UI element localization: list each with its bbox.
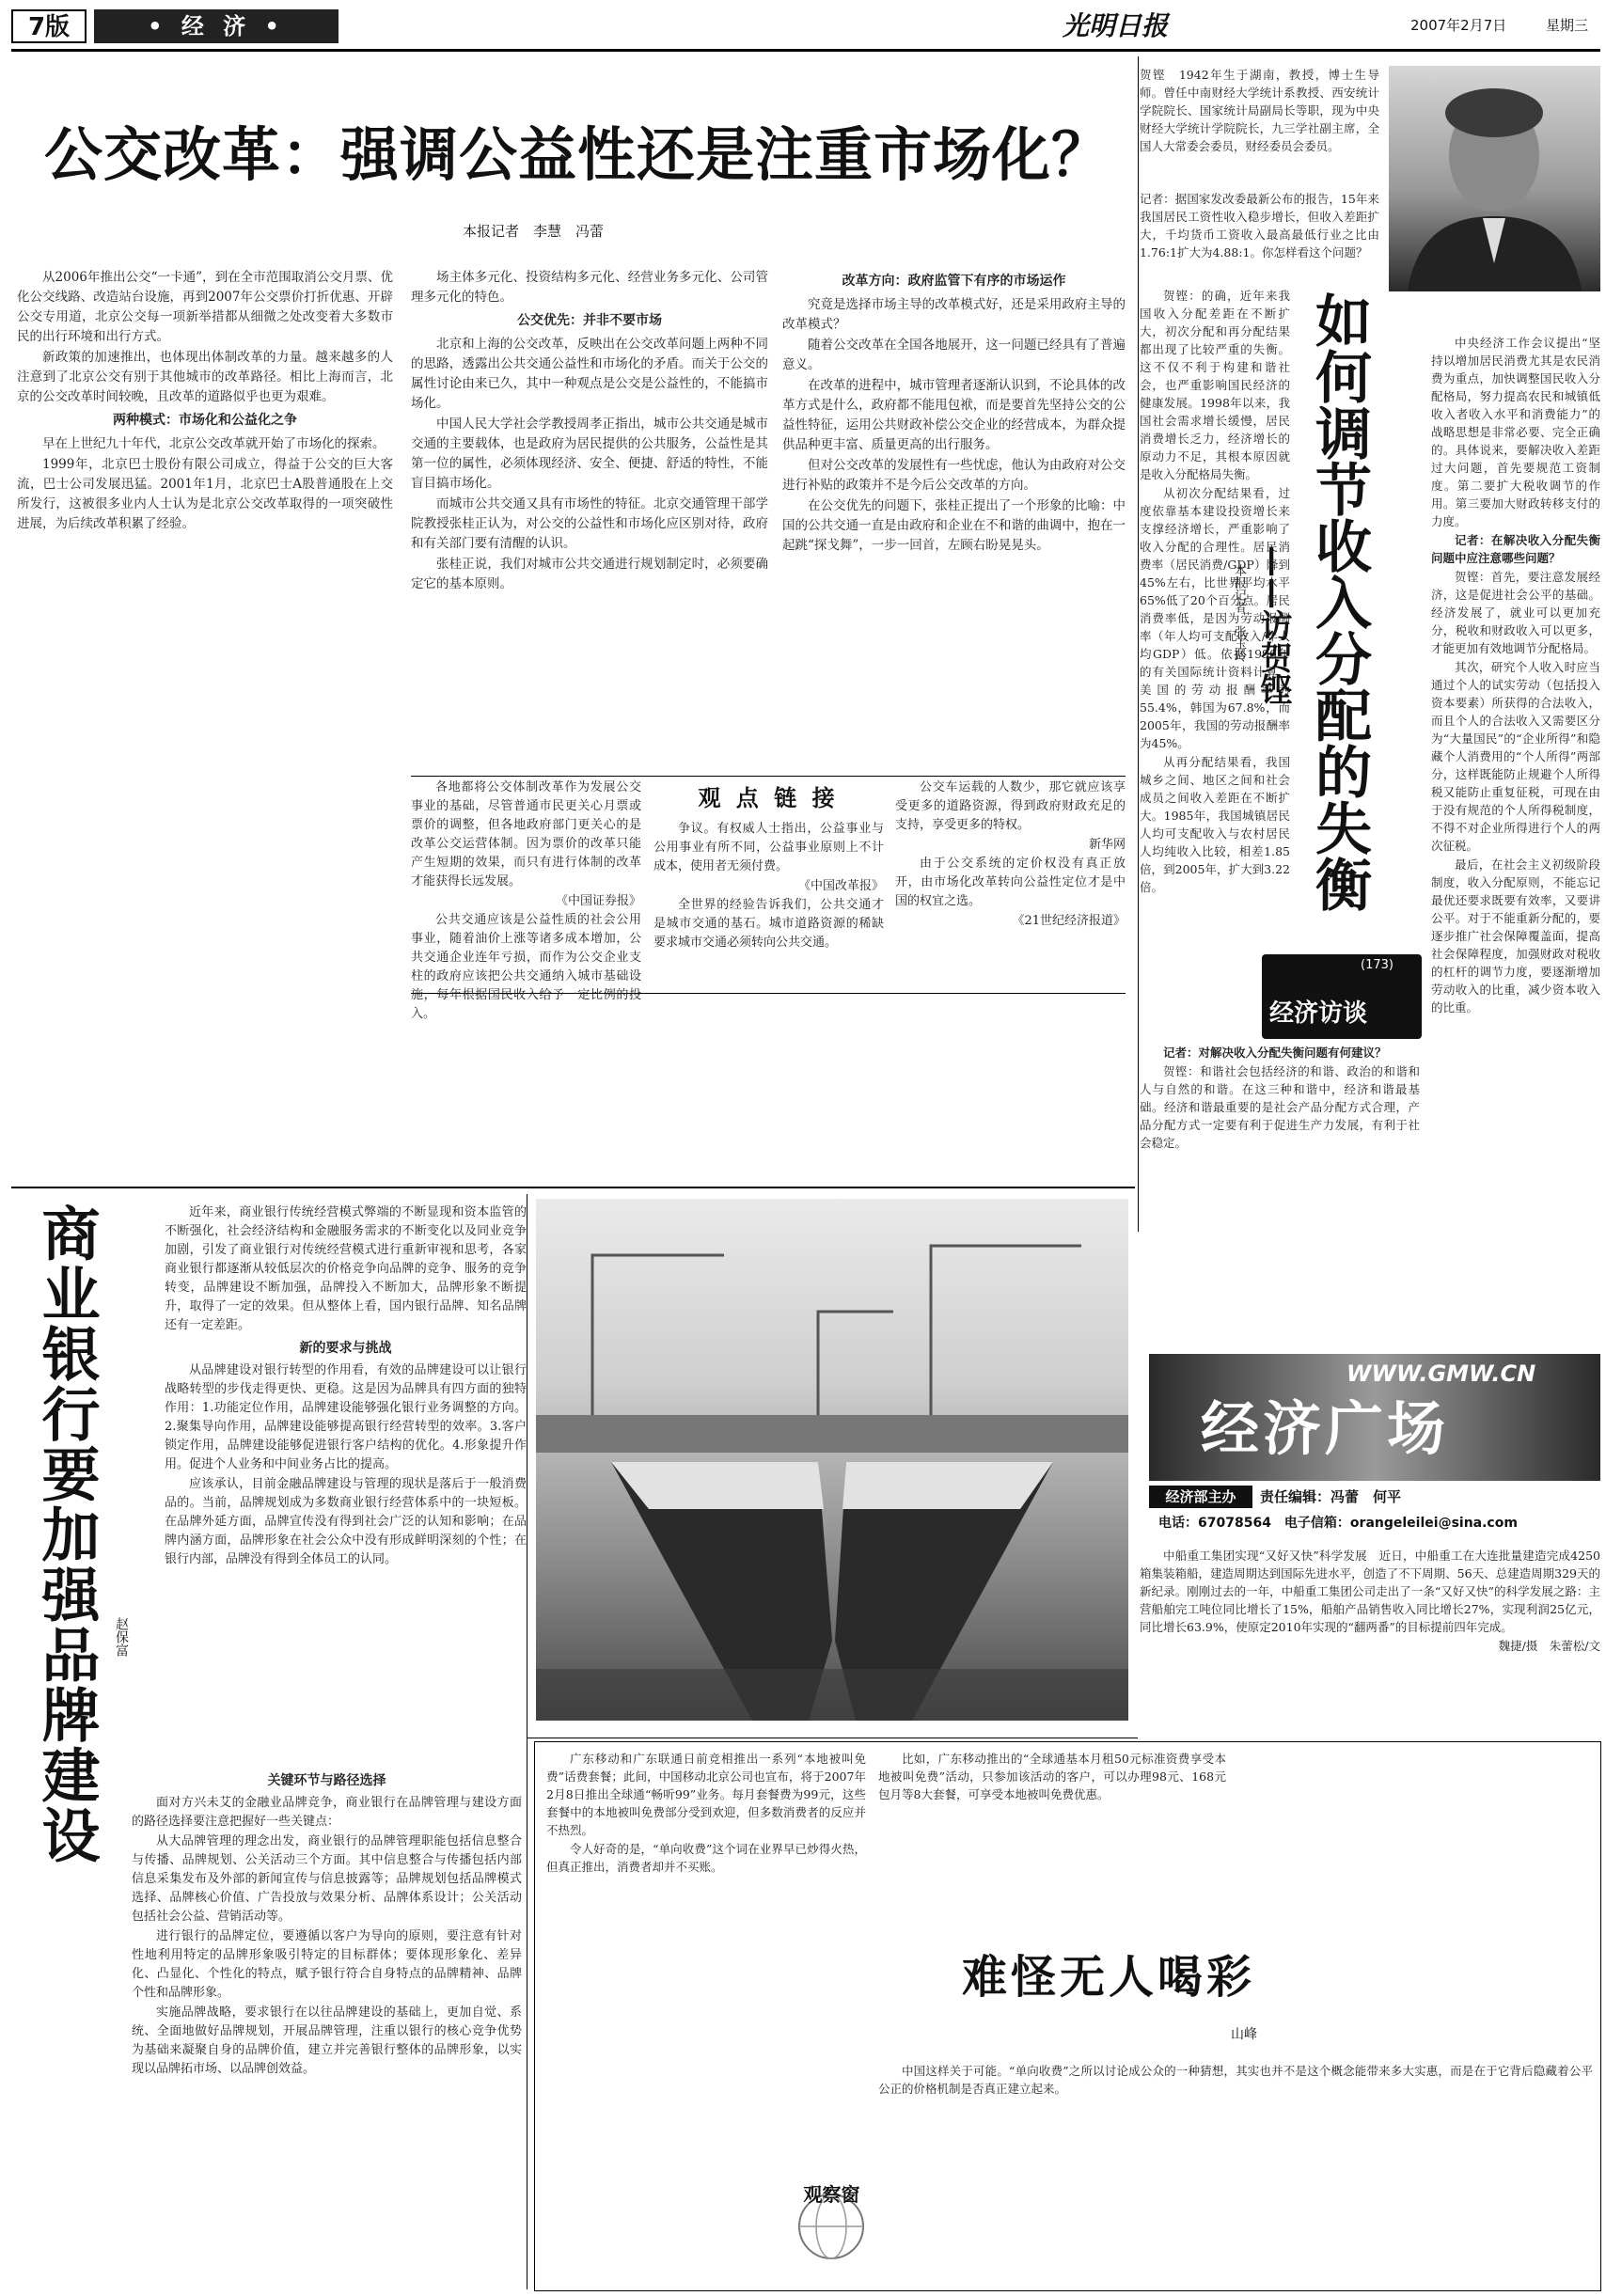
plaza-site: WWW.GMW.CN bbox=[1346, 1360, 1536, 1387]
paragraph: 由于公交系统的定价权没有真正放开，由市场化改革转向公益性定位才是中国的权宜之选。 bbox=[895, 857, 1126, 908]
interview-text-mid bbox=[1140, 1044, 1420, 1345]
question: 记者：在解决收入分配失衡问题中应注意哪些问题？ bbox=[1431, 533, 1600, 565]
interview-question: 记者：据国家发改委最新公布的报告，15年来我国居民工资性收入稳步增长，但收入差距扩大，千均货币工资收入最高最低行业之比由1.76:1扩大为4.88:1。你怎样看这个问题？ bbox=[1140, 192, 1379, 259]
interview-byline: 本报记者 张玉玲 bbox=[1232, 564, 1246, 662]
paragraph: 而城市公共交通又具有市场性的特征。北京交通管理干部学院教授张桂正认为，对公交的公益性和市场化应区别对待，政府和有关部门要有清醒的认识。 bbox=[411, 496, 768, 551]
paragraph: 在改革的进程中，城市管理者逐渐认识到，不论具体的改革方式是什么，政府都不能甩包袱，而是要首先坚持公交的公益性特征，运用公共财政补偿公交企业的经营成本，为群众提供品种更丰富、质量更高的出行服务。 bbox=[782, 378, 1126, 452]
paragraph: 但对公交改革的发展性有一些忧虑，他认为由政府对公交进行补贴的政策并不是今后公交改革的方向。 bbox=[782, 458, 1126, 493]
column-rule bbox=[1138, 56, 1139, 1232]
plaza-title: 经济广场 bbox=[1201, 1394, 1450, 1463]
interviewee-bio: 贺铿 1942年生于湖南，教授，博士生导师。曾任中南财经大学统计系教授、西安统计学院院长、国家统计局副局长等职，现为中央财经大学统计学院院长，九三学社副主席，全国人大常委会委员，财经委员会委员。 bbox=[1140, 68, 1379, 153]
paragraph: 场主体多元化、投资结构多元化、经营业务多元化、公司管理多元化的特色。 bbox=[411, 270, 768, 305]
viewpoints-column-3 bbox=[895, 778, 1126, 993]
bank-article-author: 赵保富 bbox=[114, 1617, 129, 1657]
paragraph: 中央经济工作会议提出“坚持以增加居民消费尤其是农民消费为重点，加快调整国民收入分配格局，努力提高农民和城镇低收入者收入水平和消费能力”的战略思想是非常必要、完全正确的。具体说来，要解决收入差距过大问题，首先要规范工资制度。第二要扩大税收调节的作用。第三要加大财政转移支付的力度。 bbox=[1431, 336, 1600, 528]
paragraph: 张桂正说，我们对城市公共交通进行规划制定时，必须要确定它的基本原则。 bbox=[411, 557, 768, 591]
shipyard-photo bbox=[536, 1199, 1128, 1721]
interview-text-left bbox=[1140, 287, 1290, 936]
plaza-contact: 电话：67078564 电子信箱：orangeleilei@sina.com bbox=[1158, 1516, 1518, 1531]
paragraph: 贺铿：的确，近年来我国收入分配差距在不断扩大，初次分配和再分配结果都出现了比较严重的失衡。这不仅不利于构建和谐社会，也严重影响国民经济的健康发展。1998年以来，我国社会需求增长缓慢，居民消费增长乏力，经济增长的原动力不足，其根本原因就是收入分配格局失衡。 bbox=[1140, 289, 1290, 481]
section-rule bbox=[11, 1187, 1135, 1188]
paragraph: 面对方兴未艾的金融业品牌竞争，商业银行在品牌管理与建设方面的路径选择要注意把握好一些关键点： bbox=[132, 1796, 522, 1829]
source-note: 新华网 bbox=[1088, 838, 1126, 852]
article-bus-reform bbox=[11, 56, 1130, 1021]
question: 记者：对解决收入分配失衡问题有何建议？ bbox=[1163, 1046, 1387, 1060]
source-note: 《21世纪经济报道》 bbox=[1012, 914, 1126, 928]
series-badge bbox=[1262, 954, 1422, 1039]
paragraph: 早在上世纪九十年代，北京公交改革就开始了市场化的探索。 bbox=[42, 436, 386, 451]
paper-name: 光明日报 bbox=[1063, 10, 1169, 41]
subheading: 两种模式：市场化和公益化之争 bbox=[113, 413, 297, 428]
paragraph: 各地都将公交体制改革作为发展公交事业的基础，尽管普通市民更关心月票或票价的调整，但各地政府部门更关心的是改革公交运营体制。因为票价的改革只能产生短期的效果，而只有进行体制的改革才能获得长远发展。 bbox=[411, 780, 641, 889]
paragraph: 中船重工集团实现“又好又快”科学发展 近日，中船重工在大连批量建造完成4250箱集装箱船，建造周期达到国际先进水平，创造了不下周期、56天、总建造周期329天的新纪录。刚刚过去的一年，中船重工集团公司走出了一条“又好又快”的科学发展之路：主营船舶完工吨位同比增长了15%，船舶产品销售收入同比增长27%，实现利润25亿元，同比增长63.9%，使原定2010年实现的“翻两番”的目标提前四年完成。 bbox=[1140, 1549, 1600, 1634]
observation-label-text: 观察窗 bbox=[803, 2183, 860, 2206]
bank-article-text-top bbox=[165, 1203, 527, 1753]
subheading: 公交优先：并非不要市场 bbox=[517, 313, 662, 328]
paragraph: 近年来，商业银行传统经营模式弊端的不断显现和资本监管的不断强化，社会经济结构和金融服务需求的不断变化以及同业竞争加剧，引发了商业银行对传统经营模式进行重新审视和思考，各家商业银行都逐渐从较低层次的价格竞争向品牌的竞争、服务的竞争转变，品牌建设不断加强，品牌投入不断加大，品牌形象不断提升，取得了一定的效果。但从整体上看，国内银行品牌、知名品牌还有一定差距。 bbox=[165, 1205, 527, 1332]
paragraph: 1999年，北京巴士股份有限公司成立，得益于公交的巨大客流，巴士公司发展迅猛。2001年1月，北京巴士A股普通股在上交所发行，这被很多业内人士认为是北京公交改革取得的一项突破性进展，为后续改革积累了经验。 bbox=[17, 457, 393, 531]
viewpoints-column-2 bbox=[653, 820, 884, 993]
paragraph: 在公交优先的问题下，张桂正提出了一个形象的比喻：中国的公共交通一直是由政府和企业在不和谐的曲调中，抱在一起跳“探戈舞”，一步一回首，左顾右盼晃晃头。 bbox=[782, 498, 1126, 553]
paragraph: 新政策的加速推出，也体现出体制改革的力量。越来越多的人注意到了北京公交有别于其他城市的改革路径。相比上海而言，北京的公交改革时间较晚，且改革的道路似乎也更为艰难。 bbox=[17, 350, 393, 404]
paragraph: 其次，研究个人收入时应当通过个人的试实劳动（包括投入资本要素）所获得的合法收入，而且个人的合法收入又需要区分为“大量国民”的“企业所得”和隐藏个人消费用的“个人所得”两部分，这样既能防止规避个人所得税又能防止重复征税，可现在由于没有规范的个人所得税制度，不得不对企业所得进行个人的两次征税。 bbox=[1431, 660, 1600, 853]
paragraph: 最后，在社会主义初级阶段制度，收入分配原则，不能忘记最优还要求既要有效率，又要讲公平。对于不能重新分配的，要逐步推广社会保障覆盖面，提高社会保障程度，加强财政对税收的杠杆的调节力度，要逐渐增加劳动收入的比重，减少资本收入的比重。 bbox=[1431, 857, 1600, 1014]
series-name: 经济访谈 bbox=[1269, 999, 1368, 1028]
article-byline: 本报记者 李慧 冯蕾 bbox=[463, 223, 605, 240]
ship-icon bbox=[536, 1199, 1128, 1721]
interview-answer-block bbox=[1139, 56, 1140, 57]
paragraph: 公交车运载的人数少，那它就应该享受更多的道路资源，得到政府财政充足的支持，享受更多的特权。 bbox=[895, 780, 1126, 832]
paragraph: 全世界的经验告诉我们，公共交通才是城市交通的基石。城市道路资源的稀缺要求城市交通必须转向公共交通。 bbox=[653, 898, 884, 950]
paragraph: 究竟是选择市场主导的改革模式好，还是采用政府主导的改革模式？ bbox=[782, 297, 1126, 332]
editorial-column-3 bbox=[878, 2062, 1593, 2288]
paragraph: 实施品牌战略，要求银行在以往品牌建设的基础上，更加自觉、系统、全面地做好品牌规划，开展品牌管理，注重以银行的核心竞争优势为基础来凝聚自身的品牌价值，建立并完善银行整体的品牌形象，以实现以品牌拓市场、以品牌创效益。 bbox=[132, 2005, 522, 2076]
plaza-header bbox=[1149, 1354, 1600, 1481]
paragraph: 从品牌建设对银行转型的作用看，有效的品牌建设可以让银行战略转型的步伐走得更快、更稳。这是因为品牌具有四方面的独特作用：1.功能定位作用，品牌建设能够强化银行业务调整的方向。2.聚集导向作用，品牌建设能够提高银行经营转型的效率。3.客户锁定作用，品牌建设能够促进银行客户结构的优化。4.形象提升作用。促进个人业务和中间业务占比的提高。 bbox=[165, 1363, 527, 1471]
source-note: 《中国改革报》 bbox=[797, 879, 884, 893]
plaza-editors: 责任编辑：冯蕾 何平 bbox=[1260, 1488, 1402, 1505]
paragraph: 争议。有权威人士指出，公益事业与公用事业有所不同，公益事业原则上不计成本，使用者无须付费。 bbox=[653, 822, 884, 873]
paragraph: 公共交通应该是公益性质的社会公用事业，随着油价上涨等诸多成本增加，公共交通企业连年亏损，而作为公交企业支柱的政府应该把公共交通纳入城市基础设施，每年根据国民收入给予一定比例的投入。 bbox=[411, 913, 641, 1021]
paragraph: 比如，广东移动推出的“全球通基本月租50元标准资费享受本地被叫免费”活动，只参加该活动的客户，可以办理98元、168元包月等8大套餐，可享受本地被叫免费优惠。 bbox=[878, 1752, 1226, 1801]
paragraph: 中国这样关于可能。“单向收费”之所以讨论成公众的一种猜想，其实也并不是这个概念能带来多大实惠，而是在于它背后隐藏着公平公正的价格机制是否真正建立起来。 bbox=[878, 2064, 1593, 2096]
paragraph: 随着公交改革在全国各地展开，这一问题已经具有了普遍意义。 bbox=[782, 338, 1126, 372]
article-column-1 bbox=[17, 268, 393, 992]
bank-article-text-bottom bbox=[132, 1768, 522, 2289]
interview-subtitle: ——访贺铿 bbox=[1254, 545, 1292, 705]
plaza-hosts: 经济部主办 bbox=[1149, 1486, 1252, 1508]
masthead-rule bbox=[11, 49, 1600, 52]
person-icon bbox=[1389, 66, 1600, 291]
interview-title: 如何调节收入分配的失衡 bbox=[1306, 291, 1372, 912]
issue-date: 2007年2月7日 bbox=[1410, 17, 1507, 34]
viewpoints-title: 观 点 链 接 bbox=[698, 785, 839, 811]
observation-label bbox=[787, 2175, 876, 2264]
paragraph: 令人好奇的是，“单向收费”这个词在业界早已炒得火热，但真正推出，消费者却并不买账。 bbox=[546, 1842, 866, 1874]
bank-article-title: 商业银行要加强品牌建设 bbox=[32, 1203, 101, 1865]
source-note: 《中国证券报》 bbox=[555, 894, 641, 908]
issue-weekday: 星期三 bbox=[1546, 17, 1589, 34]
portrait-photo bbox=[1389, 66, 1600, 291]
paragraph: 进行银行的品牌定位，要遵循以客户为导向的原则，要注意有针对性地利用特定的品牌形象吸引特定的目标群体；要体现形象化、差异化、凸显化、个性化的特点，赋予银行符合自身特点的品牌精神、品牌个性和品牌形象。 bbox=[132, 1929, 522, 2000]
paragraph: 中国人民大学社会学教授周孝正指出，城市公共交通是城市交通的主要载体，也是政府为居民提供的公共服务，公益性是其第一位的属性，必须体现经济、安全、便捷、舒适的特性，不能盲目搞市场化。 bbox=[411, 417, 768, 491]
subheading: 改革方向：政府监管下有序的市场运作 bbox=[842, 274, 1066, 289]
paragraph: 从再分配结果看，我国城乡之间、地区之间和社会成员之间收入差距在不断扩大。1985年，我国城镇居民人均可支配收入与农村居民人均纯收入比较，相差1.85倍，到2005年，扩大到3.22倍。 bbox=[1140, 755, 1290, 894]
article-title: 公交改革：强调公益性还是注重市场化？ bbox=[44, 120, 1111, 189]
paragraph: 应该承认，目前金融品牌建设与管理的现状是落后于一般消费品的。当前，品牌规划成为多数商业银行经营体系中的一块短板。在品牌外延方面，品牌宣传没有得到社会广泛的认知和影响；在品牌内涵方面，品牌形象在社会公众中没有形成鲜明深刻的个性；在银行内部，品牌没有得到全体员工的认同。 bbox=[165, 1477, 527, 1566]
editorial-title: 难怪无人喝彩 bbox=[911, 1944, 1306, 2010]
section-label: • 经 济 • bbox=[94, 9, 339, 43]
paragraph: 广东移动和广东联通日前竞相推出一系列“本地被叫免费”话费套餐；此间，中国移动北京公司也宣布，将于2007年2月8日推出全球通“畅听99”业务。每月套餐费为99元，这些套餐中的本地被叫免费部分受到欢迎，但多数消费者的反应并不热烈。 bbox=[546, 1752, 866, 1837]
viewpoints-box bbox=[411, 776, 1126, 1021]
brief-source: 魏捷/摄 朱蕾松/文 bbox=[1498, 1639, 1600, 1653]
paragraph: 北京和上海的公交改革，反映出在公交改革问题上两种不同的思路，透露出公共交通公益性和市场化的矛盾。而关于公交的属性讨论由来已久，其中一种观点是公交是公益性的，不能搞市场化。 bbox=[411, 337, 768, 411]
masthead bbox=[0, 0, 1606, 55]
paragraph: 从大品牌管理的理念出发，商业银行的品牌管理职能包括信息整合与传播、品牌规划、公关活动三个方面。其中信息整合与传播包括内部信息采集发布及外部的新闻宣传与信息披露等；品牌规划包括品牌模式选择、品牌核心价值、广告投放与效果分析、品牌体系设计；公关活动包括社会公益、营销活动等。 bbox=[132, 1834, 522, 1924]
article-column-3 bbox=[782, 268, 1126, 766]
subheading: 关键环节与路径选择 bbox=[267, 1773, 386, 1788]
paragraph: 贺铿：和谐社会包括经济的和谐、政治的和谐和人与自然的和谐。在这三种和谐中，经济和谐最基础。经济和谐最重要的是社会产品分配方式合理，产品分配方式一定要有利于促进生产力发展，有利于社会稳定。 bbox=[1140, 1064, 1420, 1150]
page-number: 7版 bbox=[11, 9, 87, 43]
editorial-column-2 bbox=[878, 1750, 1226, 2069]
paragraph: 从2006年推出公交“一卡通”，到在全市范围取消公交月票、优化公交线路、改造站台设施，再到2007年公交票价打折优惠、开辟公交专用道，北京公交每一项新举措都从细微之处改变着大多数市民的出行环境和出行方式。 bbox=[17, 270, 393, 344]
paragraph: 从初次分配结果看，过度依靠基本建设投资增长来支撑经济增长，严重影响了收入分配的合理性。居民消费率（居民消费/GDP）降到45%左右，比世界平均水平65%低了20个百分点。居民消费率低，是因为劳动报酬率（年人均可支配收入/年人均GDP）低。依据1990年的有关国际统计资料计算，美国的劳动报酬率为55.4%，韩国为67.8%，而2005年，我国的劳动报酬率为45%。 bbox=[1140, 486, 1290, 750]
editorial-author: 山峰 bbox=[1231, 2027, 1257, 2042]
paragraph: 贺铿：首先，要注意发展经济，这是促进社会公平的基础。经济发展了，就业可以更加充分，税收和财政收入可以更多，才能更加有效地调节分配格局。 bbox=[1431, 570, 1600, 655]
editorial-box bbox=[534, 1741, 1601, 2291]
viewpoints-column-1 bbox=[411, 778, 641, 1021]
series-number: (173) bbox=[1361, 958, 1393, 972]
economy-plaza-box bbox=[1149, 1354, 1600, 1542]
subheading: 新的要求与挑战 bbox=[299, 1341, 392, 1356]
article-column-2 bbox=[411, 268, 768, 766]
interview-text-right bbox=[1431, 334, 1600, 1345]
plaza-brief bbox=[1140, 1547, 1600, 1744]
